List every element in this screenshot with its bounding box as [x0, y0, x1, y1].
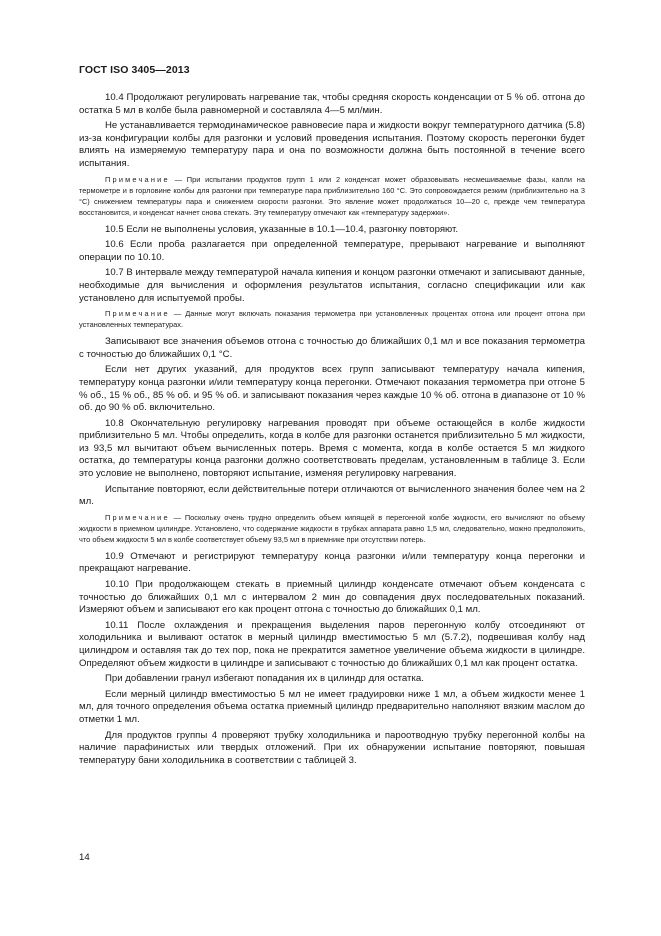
note-label: Примечание	[105, 512, 170, 522]
note-label: Примечание	[105, 309, 170, 319]
paragraph: Не устанавливается термодинамическое равновесие пара и жидкости вокруг температурного датчика (5.8) из-за конфигурации колбы для разгонки и условий проведения испытания. Поэтому скорость перегонки будет влиять на измеряемую температуру пара и она по возможности должна быть постоянной в течение всего испытания.	[79, 120, 585, 169]
note-text: — Поскольку очень трудно определить объем кипящей в перегонной колбе жидкости, его вычисляют по объему жидкости в приемном цилиндре. Установлено, что содержание жидкости в трубках аппарата равно 1,5 мл, следовательно, можно предположить, что объем жидкости 5 мл в колбе соответствует объему 93,5 мл в приемнике при отсутствии потерь.	[79, 512, 585, 544]
paragraph: Если мерный цилиндр вместимостью 5 мл не имеет градуировки ниже 1 мл, а объем жидкости менее 1 мл, для точного определения объема остатка приемный цилиндр предварительно наполняют вязким маслом до отметки 1 мл.	[79, 688, 585, 725]
paragraph: 10.10 При продолжающем стекать в приемный цилиндр конденсате отмечают объем конденсата с точностью до ближайших 0,1 мл с интервалом 2 мин до совпадения двух последовательных показаний. Измеряют объем и записывают его как процент отгона с точностью до ближайших 0,1 мл.	[79, 579, 585, 616]
paragraph: Для продуктов группы 4 проверяют трубку холодильника и пароотводную трубку перегонной колбы на наличие парафинистых или твердых отложений. При их обнаружении испытание повторяют, повышая температуру бани холодильника в соответствии с таблицей 3.	[79, 729, 585, 766]
note-label: Примечание	[105, 174, 170, 184]
paragraph: При добавлении гранул избегают попадания их в цилиндр для остатка.	[105, 673, 424, 685]
paragraph: Испытание повторяют, если действительные потери отличаются от вычисленного значения более чем на 2 мл.	[79, 483, 585, 508]
paragraph: 10.4 Продолжают регулировать нагревание так, чтобы средняя скорость конденсации от 5 % об. отгона до остатка 5 мл в колбе была равномерной и составляла 4—5 мл/мин.	[79, 92, 585, 116]
note	[79, 308, 585, 330]
paragraph: 10.11 После охлаждения и прекращения выделения паров перегонную колбу отсоединяют от холодильника и выливают остаток в мерный цилиндр вместимостью 5 мл (5.7.2), подвешивая колбу над цилиндром и оставляя так до тех пор, пока не прекратится заметное увеличение объема жидкости в цилиндре. Определяют объем жидкости в цилиндре и записывают с точностью до ближайших 0,1 мл как процент остатка.	[79, 619, 585, 669]
page-content	[79, 92, 585, 770]
paragraph: 10.5 Если не выполнены условия, указанные в 10.1—10.4, разгонку повторяют.	[105, 223, 459, 235]
standard-header: ГОСТ ISO 3405—2013	[79, 64, 190, 76]
paragraph: 10.6 Если проба разлагается при определенной температуре, прерывают нагревание и выполняют операции по 10.10.	[79, 239, 585, 263]
paragraph: 10.9 Отмечают и регистрируют температуру конца разгонки и/или температуру конца перегонки и прекращают нагревание.	[79, 550, 585, 575]
note	[79, 512, 585, 545]
paragraph: Если нет других указаний, для продуктов всех групп записывают температуру начала кипения, температуру конца разгонки и/или температуру конца перегонки. Отмечают показания термометра при отгоне 5 % об., 15 % об., 85 % об. и 95 % об. и записывают показания через каждые 10 % об. отгона в диапазоне от 10 % об. до 90 % об. включительно.	[79, 364, 585, 414]
paragraph: 10.8 Окончательную регулировку нагревания проводят при объеме остающейся в колбе жидкости приблизительно 5 мл. Чтобы определить, когда в колбе для разгонки останется приблизительно 5 мл жидкости, из 93,5 мл вычитают объем вычисленных потерь. Время с момента, когда в колбе остается 5 мл жидкого остатка, до температуры конца разгонки должно соответствовать пределам, установленным в таблице 3. Если это условие не выполнено, повторяют испытание, изменяя регулировку нагревания.	[79, 417, 585, 480]
note	[79, 174, 585, 218]
note-text: — При испытании продуктов групп 1 или 2 конденсат может образовывать несмешиваемые фазы, капли на термометре и в горловине колбы для разгонки при температуре пара приблизительно 160 °С. Это сопровождается резким (приблизительно на 3 °С) снижением температуры пара и снижением скорости разгонки. Это явление может продолжаться 10—20 с, прежде чем температура восстановится, и конденсат начнет снова стекать. Эту температуру отмечают как «температуру задержки».	[79, 174, 585, 217]
page-number: 14	[79, 852, 90, 863]
paragraph: 10.7 В интервале между температурой начала кипения и концом разгонки отмечают и записывают данные, необходимые для вычисления и оформления результатов испытания, согласно спецификации или как установлено для испытуемой пробы.	[79, 267, 585, 304]
paragraph: Записывают все значения объемов отгона с точностью до ближайших 0,1 мл и все показания термометра с точностью до ближайших 0,1 °С.	[79, 336, 585, 360]
note-text: — Данные могут включать показания термометра при установленных процентах отгона или процент отгона при установленных температурах.	[79, 309, 585, 330]
